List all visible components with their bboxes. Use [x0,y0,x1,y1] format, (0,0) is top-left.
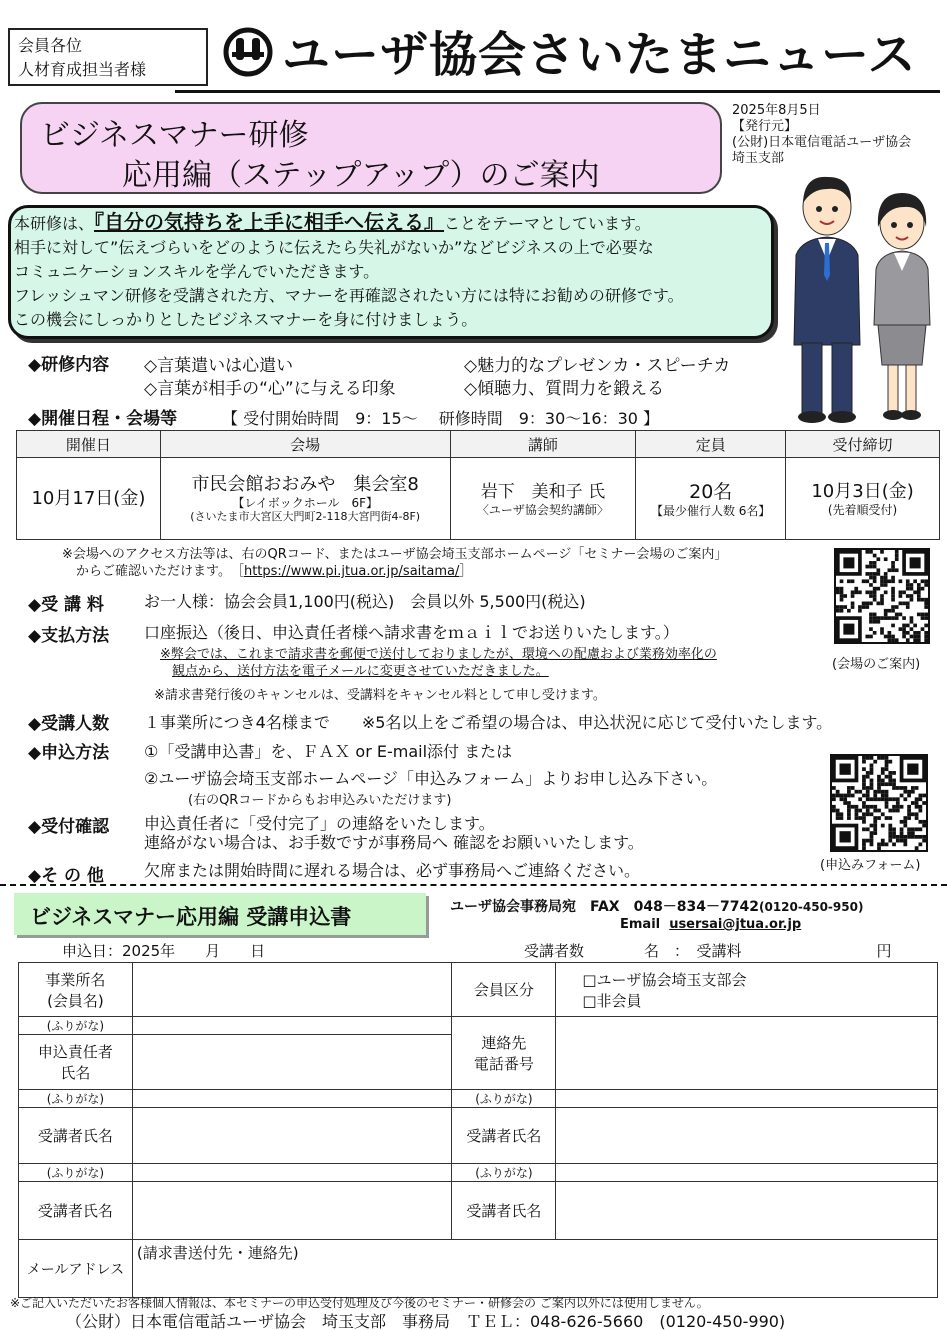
venue-cell [160,458,450,540]
cancel-note: ※請求書発行後のキャンセルは、受講料をキャンセル料として申し受けます。 [154,688,606,703]
apply-date: 申込日：2025年 月 日 [62,942,266,960]
attendee4-name-input[interactable] [556,1182,938,1240]
recipient-box [8,28,208,86]
privacy-note: ※ご記入いただいたお客様個人情報は、本セミナーの申込受付処理及び今後のセミナー・研修会の ご案内以外には使用しません。 [10,1296,709,1310]
phone-label-text: 連絡先 [481,1034,527,1052]
office-sub-text: (会員名) [47,991,104,1010]
header-rule [175,90,940,93]
access-prefix: からご確認いただけます。 ［ [76,564,244,579]
furigana-label: (ふりがな) [452,1164,556,1182]
fax-info [450,896,863,916]
page-title-line2: 応用編（ステップアップ）のご案内 [122,158,600,193]
confirm-label: ◆受付確認 [28,817,110,837]
access-url-link[interactable]: https://www.pi.jtua.or.jp/saitama/ [243,564,460,579]
cut-line [0,884,947,886]
qr-caption-access: (会場のご案内) [832,657,921,672]
fee-label: ◆受 講 料 [28,595,104,615]
venue-hall: 【レイボックホール 6F】 [232,496,379,510]
publisher-name: (公財)日本電信電話ユーザ協会 [732,135,912,150]
table-header-row [17,431,940,458]
apply-section [28,738,109,763]
attendee-label: 受講者氏名 [19,1108,133,1164]
page-title-line1: ビジネスマナー研修 [40,118,309,153]
payment-note: 観点から、送付方法を電子メールに変更させていただきました。 [172,664,549,679]
contact-line: （公財）日本電信電話ユーザ協会 埼玉支部 事務局 ＴＥＬ：048-626-5660 (0120-450-990) [66,1312,786,1330]
other-label: ◆そ の 他 [28,866,104,886]
apply-label: ◆申込方法 [28,743,110,763]
member-options[interactable] [556,963,938,1017]
manager-label-text: 申込責任者 [37,1043,113,1061]
contents-item: ◇傾聴力、質問力を鍛える [464,379,665,399]
attendee-count: 受講者数 名 ： 受講料 円 [524,942,892,960]
manager-label [19,1035,133,1090]
confirm-line: 連絡がない場合は、お手数ですが事務局へ 確認をお願いいたします。 [144,833,644,852]
table-header-cell: 講師 [450,431,636,458]
issue-date: 2025年8月5日 [732,103,821,118]
furigana-label: (ふりがな) [19,1090,133,1108]
payment-text: 口座振込（後日、申込責任者様へ請求書をｍａｉｌでお送りいたします。） [144,623,679,642]
capacity-minimum: 【最少催行人数 6名】 [650,503,771,518]
intro-line: フレッシュマン研修を受講された方、マナーを再確認されたい方には特にお勧めの研修です。 [14,286,684,305]
contents-item: ◇言葉が相手の“心”に与える印象 [144,379,396,399]
intro-line: 相手に対して”伝えづらいをどのように伝えたら失礼がないか”などビジネスの上で必要な [14,238,654,257]
phone-dial-logo-icon [222,26,274,78]
payment-label: ◆支払方法 [28,626,110,646]
venue-address: (さいたま市大宮区大門町2-118大宮門街4-8F) [190,510,421,523]
payment-section [28,621,109,646]
attendee1-name-input[interactable] [132,1108,452,1164]
member-label: 会員区分 [452,963,556,1017]
deadline-sub: (先着順受付) [827,502,898,517]
manager-name-input[interactable] [132,1035,452,1090]
attendee-label: 受講者氏名 [452,1108,556,1164]
business-people-illustration [782,165,947,430]
mail-note: (請求書送付先・連絡先) [136,1244,299,1262]
attendee2-furigana-input[interactable] [556,1090,938,1108]
attendee2-name-input[interactable] [556,1108,938,1164]
qr-caption-form: (申込みフォーム) [820,858,921,873]
contents-item: ◇言葉遣いは心遣い [144,356,294,376]
attendee3-furigana-input[interactable] [132,1164,452,1182]
intro-suffix: ことをテーマとしています。 [444,214,651,233]
phone-label-text: 電話番号 [473,1055,534,1073]
intro-emphasis: 『自分の気持ちを上手に相手へ伝える』 [94,210,445,234]
furigana-label: (ふりがな) [19,1164,133,1182]
attendee1-furigana-input[interactable] [132,1090,452,1108]
office-label-text: 事業所名 [45,970,106,989]
attendee-label: 受講者氏名 [19,1182,133,1240]
confirm-line: 申込責任者に「受付完了」の連絡をいたします。 [144,814,495,833]
intro-prefix: 本研修は、 [14,214,95,233]
payment-note: ※弊会では、これまで請求書を郵便で送付しておりましたが、環境への配慮および業務効率化の [160,647,717,662]
lecturer-sub: 〈ユーザ協会契約講師〉 [476,502,609,517]
access-note: ※会場へのアクセス方法等は、右のQRコード、またはユーザ協会埼玉支部ホームページ「セミナー会場のご案内」 [62,547,728,562]
member-option[interactable]: □ユーザ協会埼玉支部会 [582,970,747,989]
fee-text: お一人様：協会会員1,100円(税込) 会員以外 5,500円(税込) [144,592,586,611]
event-date: 10月17日(金) [17,458,161,540]
deadline: 10月3日(金) [811,480,914,502]
lecturer-cell [450,458,636,540]
fee-section [28,590,104,615]
contents-item: ◇魅力的なプレゼンカ・スピーチカ [464,356,731,376]
recipient-line: 人材育成担当者様 [18,60,147,79]
deadline-cell [786,458,940,540]
newsletter-brand: ユーザ協会さいたまニュース [282,27,917,83]
member-option[interactable]: □非会員 [582,991,642,1010]
attendee3-name-input[interactable] [132,1182,452,1240]
fax-free: (0120-450-950) [759,900,864,914]
phone-input[interactable] [556,1017,938,1090]
form-title: ビジネスマナー応用編 受講申込書 [14,893,426,935]
table-row [17,458,940,540]
attendees-label: ◆受講人数 [28,714,110,734]
manager-label-text: 氏名 [60,1064,91,1082]
contents-section [28,350,109,375]
email-info [620,917,801,932]
furigana-label: (ふりがな) [19,1017,133,1035]
table-header-cell: 開催日 [17,431,161,458]
apply-note: (右のQRコードからもお申込みいただけます) [188,793,452,808]
email-label: Email [620,917,661,932]
office-input[interactable] [132,963,452,1017]
qr-code-icon[interactable] [834,548,930,644]
issue-info [732,103,911,167]
fax-number: ユーザ協会事務局宛 FAX 048－834－7742 [450,899,759,915]
table-header-cell: 受付締切 [786,431,940,458]
intro-line: この機会にしっかりとしたビジネスマナーを身に付けましょう。 [14,310,478,329]
apply-line: ①「受講申込書」を、ＦＡＸ or E-mail添付 または [144,742,513,761]
capacity: 20名 [689,480,733,503]
other-section [28,861,104,886]
venue-main: 市民会館おおみや 集会室8 [191,474,419,495]
publisher-branch: 埼玉支部 [732,151,785,166]
manager-furigana-input[interactable] [132,1017,452,1035]
schedule-label: ◆開催日程・会場等 [28,409,178,429]
access-note-line2 [76,560,472,579]
table-header-cell: 定員 [636,431,786,458]
attendees-text: １事業所につき4名様まで ※5名以上をご希望の場合は、申込状況に応じて受付いたします。 [144,713,833,732]
other-text: 欠席または開始時間に遅れる場合は、必ず事務局へご連絡ください。 [144,861,641,880]
publisher-label: 【発行元】 [732,119,798,134]
office-label [19,963,133,1017]
contents-label: ◆研修内容 [28,355,110,375]
qr-code-icon[interactable] [830,754,928,852]
confirm-section [28,812,109,837]
capacity-cell [636,458,786,540]
apply-line: ②ユーザ協会埼玉支部ホームページ「申込みフォーム」よりお申し込み下さい。 [144,769,718,788]
access-suffix: ］ [459,564,473,579]
attendee4-furigana-input[interactable] [556,1164,938,1182]
schedule-section [28,404,177,429]
recipient-line: 会員各位 [18,36,83,55]
application-form [18,962,938,1298]
intro-text [14,210,684,332]
intro-line: コミュニケーションスキルを学んでいただきます。 [14,262,380,281]
furigana-label: (ふりがな) [452,1090,556,1108]
attendee-label: 受講者氏名 [452,1182,556,1240]
mail-input[interactable] [132,1240,937,1298]
lecturer-name: 岩下 美和子 氏 [480,481,606,502]
email-link[interactable]: usersai@jtua.or.jp [669,917,802,932]
phone-label [452,1017,556,1090]
mail-label: メールアドレス [19,1240,133,1298]
schedule-times: 【 受付開始時間 9：15～ 研修時間 9：30～16：30 】 [222,409,660,428]
schedule-table [16,430,940,540]
attendees-section [28,709,109,734]
table-header-cell: 会場 [160,431,450,458]
